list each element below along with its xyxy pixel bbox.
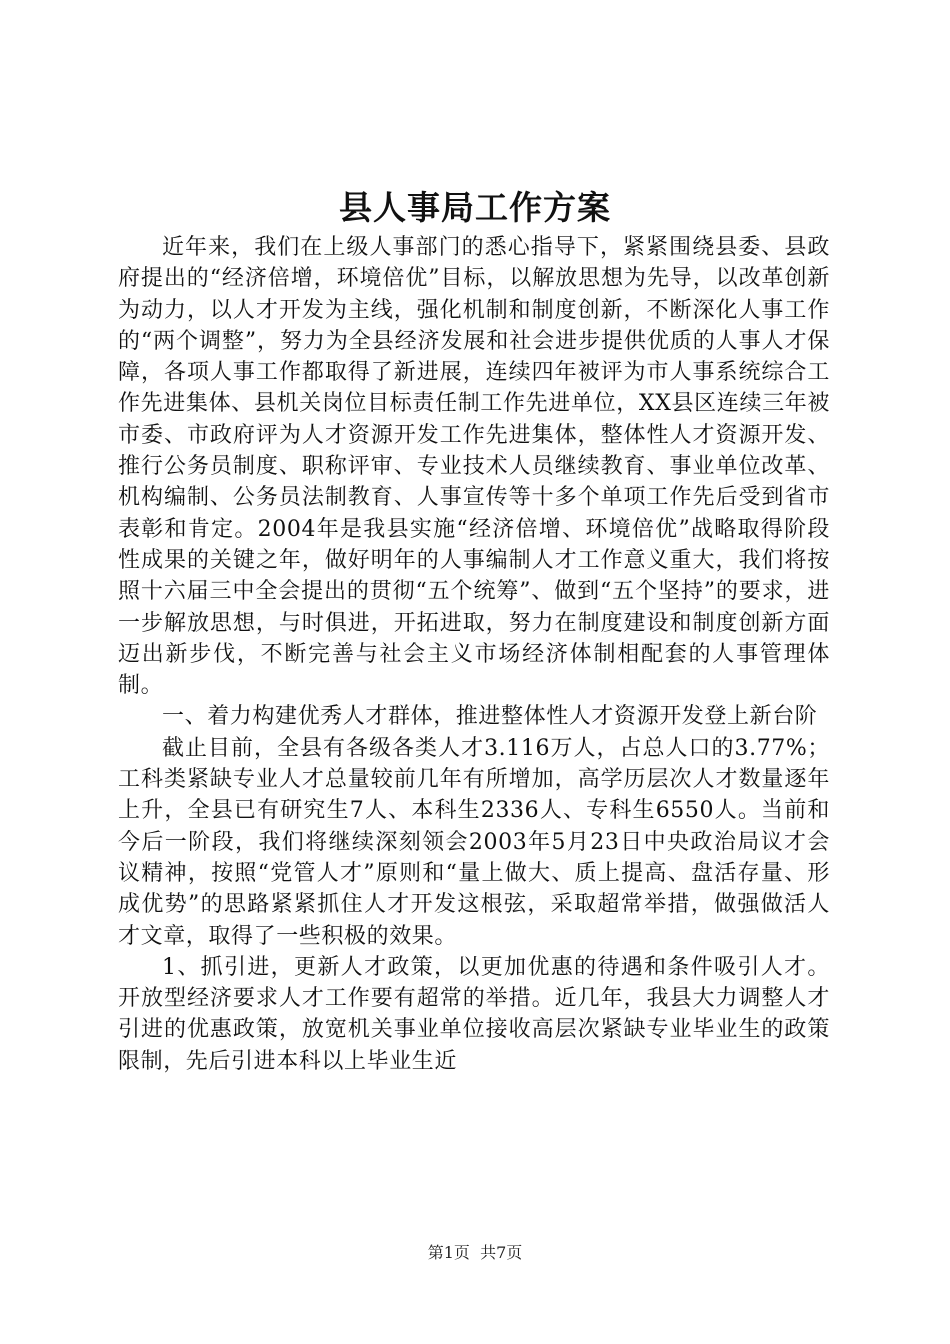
intro-paragraph: 近年来，我们在上级人事部门的悉心指导下，紧紧围绕县委、县政府提出的“经济倍增，环境倍优”目标，以解放思想为先导，以改革创新为动力，以人才开发为主线，强化机制和制度创新，不断深化人事工作的“两个调整”，努力为全县经济发展和社会进步提供优质的人事人才保障，各项人事工作都取得了新进展，连续四年被评为市人事系统综合工作先进集体、县机关岗位目标责任制工作先进单位，XX县区连续三年被市委、市政府评为人才资源开发工作先进集体，整体性人才资源开发、推行公务员制度、职称评审、专业技术人员继续教育、事业单位改革、机构编制、公务员法制教育、人事宣传等十多个单项工作先后受到省市表彰和肯定。2004年是我县实施“经济倍增、环境倍优”战略取得阶段性成果的关键之年，做好明年的人事编制人才工作意义重大，我们将按照十六届三中全会提出的贯彻“五个统筹”、做到“五个坚持”的要求，进一步解放思想，与时俱进，开拓进取，努力在制度建设和制度创新方面迈出新步伐，不断完善与社会主义市场经济体制相配套的人事管理体制。: [118, 235, 830, 699]
talent-introduction-paragraph: 1、抓引进，更新人才政策，以更加优惠的待遇和条件吸引人才。开放型经济要求人才工作要有超常的举措。近几年，我县大力调整人才引进的优惠政策，放宽机关事业单位接收高层次紧缺专业毕业生的政策限制，先后引进本科以上毕业生近: [118, 954, 830, 1074]
page-number: 第1页: [427, 1243, 470, 1262]
page-footer: [0, 1241, 950, 1265]
document-title: 县人事局工作方案: [339, 188, 611, 227]
section-heading-1: 一、着力构建优秀人才群体，推进整体性人才资源开发登上新台阶: [162, 704, 818, 730]
document-body: [118, 232, 830, 1077]
page-total: 共7页: [480, 1243, 523, 1262]
talent-statistics-paragraph: 截止目前，全县有各级各类人才3.116万人，占总人口的3.77%；工科类紧缺专业人才总量较前几年有所增加，高学历层次人才数量逐年上升，全县已有研究生7人、本科生2336人、专科生6550人。当前和今后一阶段，我们将继续深刻领会2003年5月23日中央政治局议才会议精神，按照“党管人才”原则和“量上做大、质上提高、盘活存量、形成优势”的思路紧紧抓住人才开发这根弦，采取超常举措，做强做活人才文章，取得了一些积极的效果。: [118, 735, 830, 949]
